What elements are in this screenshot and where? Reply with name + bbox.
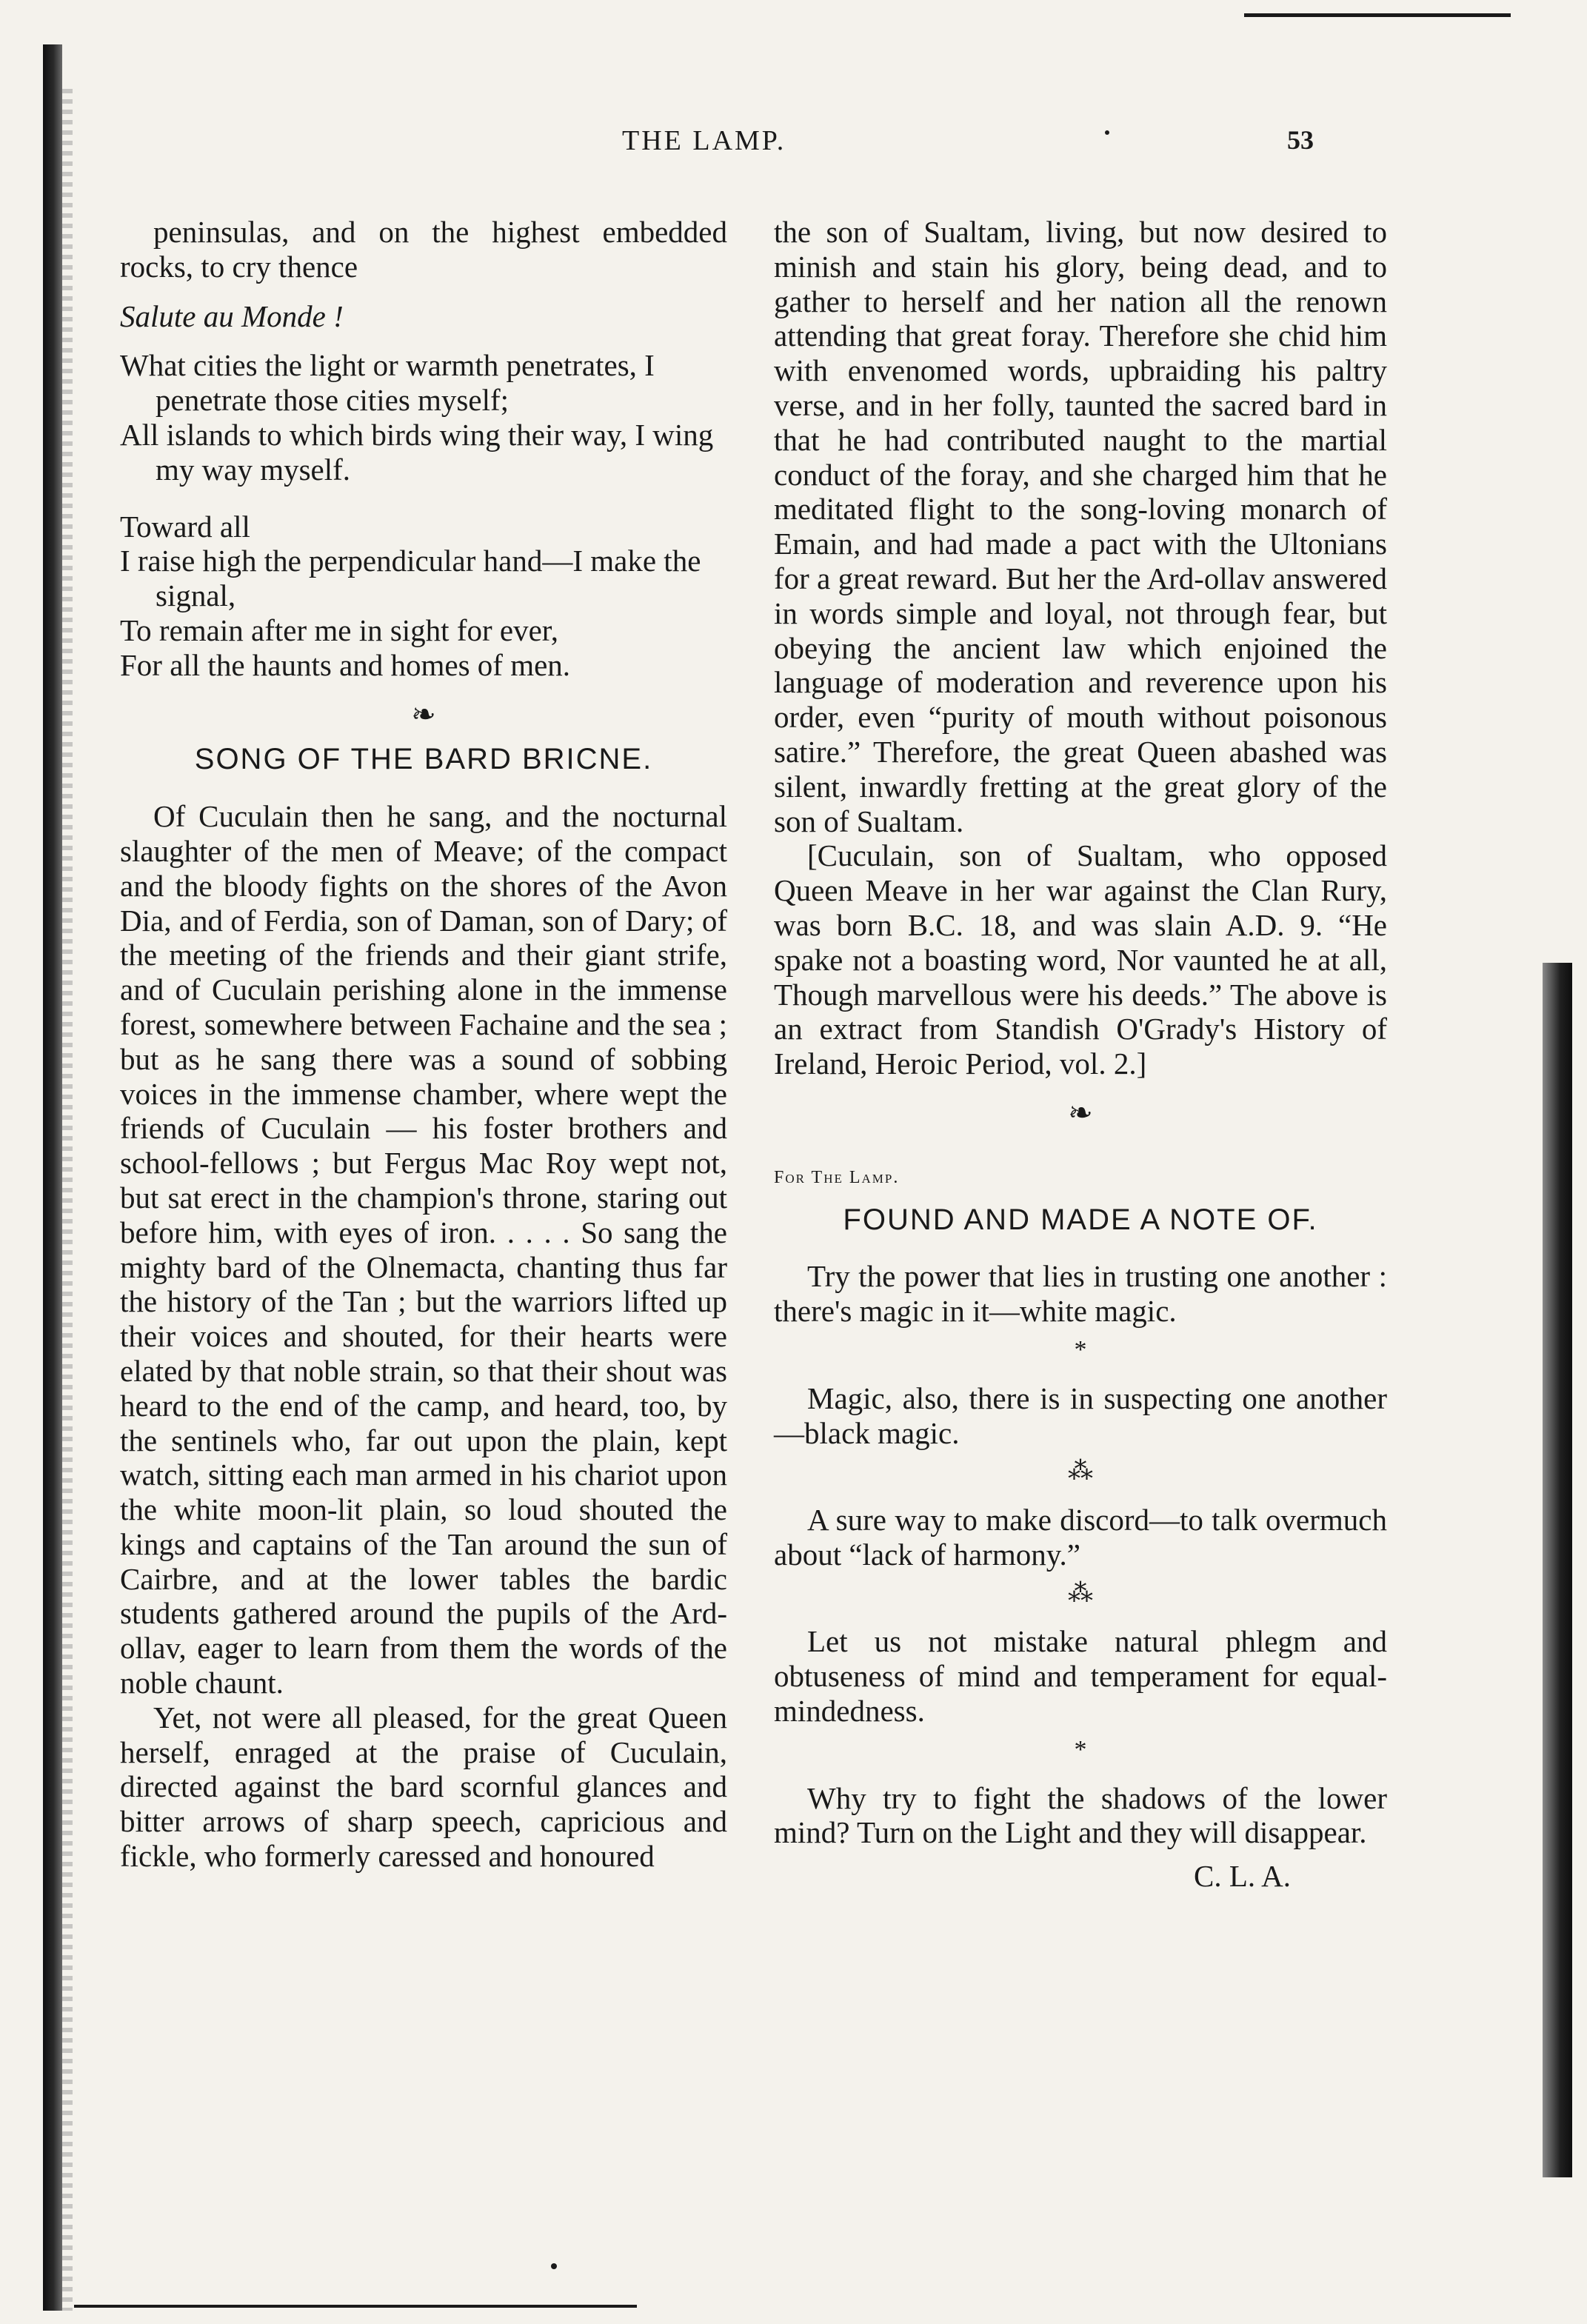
print-speck xyxy=(1105,130,1109,135)
paragraph: the son of Sualtam, living, but now desired to minish and stain his glory, being dead, and to gather to herself and her nation all the renown attending that great foray. Therefore she chid him with envenomed words, upbraiding his paltry verse, and in her folly, taunted the sacred bard in that he had contributed naught to the martial conduct of the foray, and she charged him that he meditated flight to the song-loving monarch of Emain, and had made a pact with the Ultonians for a great reward. But her the Ard-ollav answered in words simple and loyal, not through fear, but obeying the ancient law which enjoined the language of moderation and reverence upon his order, even “purity of mouth without poisonous satire.” Therefore, the great Queen abashed was silent, inwardly fretting at the great glory of the son of Sualtam. xyxy=(774,215,1387,838)
verse-block xyxy=(120,348,727,682)
byline: For The Lamp. xyxy=(774,1167,900,1187)
bottom-rule xyxy=(74,2305,637,2308)
page-binding-edge xyxy=(43,44,62,2311)
asterisk-separator-icon: * xyxy=(1074,1335,1087,1363)
asterism-separator-icon: ⁂ xyxy=(1068,1579,1093,1607)
section-heading: SONG OF THE BARD BRICNE. xyxy=(194,743,653,776)
print-speck xyxy=(551,2263,557,2269)
running-header-title: THE LAMP. xyxy=(622,125,786,156)
verse-line: All islands to which birds wing their way, I wing my way myself. xyxy=(120,417,714,487)
note-paragraph: A sure way to make discord—to talk overmuch about “lack of harmony.” xyxy=(774,1503,1387,1572)
top-rule xyxy=(1244,13,1511,17)
page-edge-shadow xyxy=(1543,963,1572,2177)
note-paragraph: Let us not mistake natural phlegm and obtuseness of mind and temperament for equal-mindedness. xyxy=(774,1624,1387,1729)
note-paragraph: Try the power that lies in trusting one another : there's magic in it—white magic. xyxy=(774,1259,1387,1329)
verse-line: I raise high the perpendicular hand—I make the signal, xyxy=(120,544,701,613)
paragraph: peninsulas, and on the highest embedded rocks, to cry thence xyxy=(120,215,727,284)
verse-line: For all the haunts and homes of men. xyxy=(120,647,571,682)
note-paragraph: Magic, also, there is in suspecting one another—black magic. xyxy=(774,1380,1387,1450)
editorial-note: [Cuculain, son of Sualtam, who opposed Queen Meave in her war against the Clan Rury, was born B.C. 18, and was slain A.D. 9. “He spake not a boasting word, Nor vaunted he at all, Though marvellous were his deeds.” The above is an extract from Standish O'Grady's History of Ireland, Heroic Period, vol. 2.] xyxy=(774,838,1387,1081)
ornament-icon: ❧ xyxy=(411,697,436,731)
left-column xyxy=(120,215,727,1874)
page-binding-shadow xyxy=(62,89,73,2311)
page-number: 53 xyxy=(1287,125,1314,155)
ornament-icon: ❧ xyxy=(1068,1095,1093,1129)
note-paragraph: Why try to fight the shadows of the lower mind? Turn on the Light and they will disappear. xyxy=(774,1780,1387,1850)
section-heading: FOUND AND MADE A NOTE OF. xyxy=(843,1203,1318,1236)
asterisk-separator-icon: * xyxy=(1074,1735,1087,1763)
paragraph: Yet, not were all pleased, for the great Queen herself, enraged at the praise of Cuculain, directed against the bard scornful glances and bitter arrows of sharp speech, capricious and fickle, who formerly caressed and honoured xyxy=(120,1700,727,1874)
paragraph: Of Cuculain then he sang, and the nocturnal slaughter of the men of Meave; of the compact and the bloody fights on the shores of the Avon Dia, and of Ferdia, son of Daman, son of Dary; of the meeting of the friends and their giant strife, and of Cuculain perishing alone in the immense forest, somewhere between Fachaine and the sea ; but as he sang there was a sound of sobbing voices in the immense chamber, where wept the friends of Cuculain — his foster brothers and school-fellows ; but Fergus Mac Roy wept not, but sat erect in the champion's throne, staring out before him, with eyes of iron. . . . . So sang the mighty bard of the Olnemacta, chanting thus far the history of the Tan ; but the warriors lifted up their voices and shouted, for their hearts were elated by that noble strain, so that their shout was heard to the end of the camp, and heard, too, by the sentinels who, far out upon the plain, kept watch, sitting each man armed in his chariot upon the white moon-lit plain, so loud shouted the kings and captains of the Tan around the sun of Cairbre, and at the lower tables the bardic students gathered around the pupils of the Ard-ollav, eager to learn from them the words of the noble chaunt. xyxy=(120,799,727,1700)
asterism-separator-icon: ⁂ xyxy=(1068,1457,1093,1486)
salute-line: Salute au Monde ! xyxy=(120,298,344,333)
verse-line: To remain after me in sight for ever, xyxy=(120,612,559,647)
right-column xyxy=(774,215,1387,1894)
author-signature: C. L. A. xyxy=(1194,1859,1291,1894)
verse-line: Toward all xyxy=(120,509,250,544)
verse-line: What cities the light or warmth penetrates, I penetrate those cities myself; xyxy=(120,348,655,418)
